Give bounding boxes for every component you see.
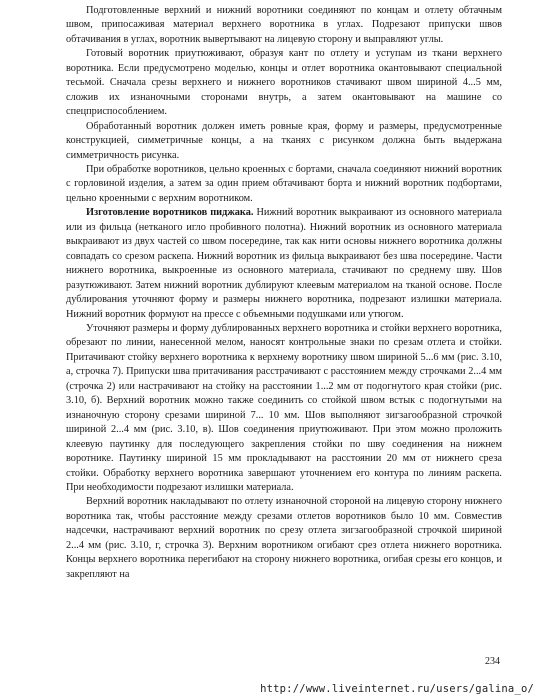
document-page bbox=[66, 4, 502, 582]
paragraph-1 bbox=[66, 4, 502, 47]
paragraph-1-text: Подготовленные верхний и нижний воротники соединяют по концам и отлету обтачным швом, припосаживая материал верхнего воротника в углах. Подрезают припуски швов обтачивания в углах, воротник вывертывают на лицевую сторону и выправляют углы. bbox=[66, 5, 502, 45]
paragraph-4 bbox=[66, 163, 502, 206]
paragraph-5 bbox=[66, 206, 502, 322]
paragraph-6 bbox=[66, 322, 502, 495]
paragraph-4-text: При обработке воротников, цельно кроенных с бортами, сначала соединяют нижний воротник с горловиной изделия, а затем за один прием обтачивают борта и нижний воротник подбортами, цельно кроенными с верхним воротником. bbox=[66, 163, 502, 204]
section-heading: Изготовление воротников пиджака. bbox=[86, 207, 254, 219]
paragraph-2-text: Готовый воротник приутюживают, образуя кант по отлету и уступам из ткани верхнего воротника. Если предусмотрено моделью, концы и отлет воротника окантовывают специальной тесьмой. Сначала срезы верхнего и нижнего воротников стачивают швом шириной 4...5 мм, сложив их изнаночными сторонами внутрь, а затем окантовывают на машине со спецприспособлением. bbox=[66, 48, 502, 118]
page-number: 234 bbox=[485, 656, 500, 667]
paragraph-7 bbox=[66, 495, 502, 582]
paragraph-3 bbox=[66, 120, 502, 163]
paragraph-2 bbox=[66, 47, 502, 119]
paragraph-7-text: Верхний воротник накладывают по отлету изнаночной стороной на лицевую сторону нижнего воротника так, чтобы расстояние между срезами отлетов воротников было 10 мм. Совместив надсечки, настрачивают верхний воротник по срезу отлета зигзагообразной строчкой шириной 2...4 мм (рис. 3.10, г, строчка 3). Верхним воротником огибают срез отлета нижнего воротника. Концы верхнего воротника перегибают на сторону нижнего воротника, огибая срезы его концов, и закрепляют на bbox=[66, 496, 502, 580]
paragraph-3-text: Обработанный воротник должен иметь ровные края, форму и размеры, предусмотренные конструкцией, симметричные концы, а на тканях с рисунком должна быть выдержана симметричность рисунка. bbox=[66, 120, 502, 161]
source-watermark: http://www.liveinternet.ru/users/galina_o/ bbox=[260, 683, 534, 695]
paragraph-6-text: Уточняют размеры и форму дублированных верхнего воротника и стойки верхнего воротника, обрезают по линии, нанесенной мелом, наносят контрольные знаки по срезам отлета и стойки. Притачивают стойку верхнего воротника к верхнему воротнику швом шириной 5...6 мм (рис. 3.10, а, строчка 7). Припуски шва притачивания расстрачивают с расстоянием между строчками 2...4 мм (строчка 2) или настрачивают на стойку на расстоянии 1...2 мм от подогнутого края стойки (рис. 3.10, б). Верхний воротник можно также соединить со стойкой швом встык с подогнутыми на изнаночную сторону срезами шириной 7... 10 мм. Шов выполняют зигзагообразной строчкой шириной 2...4 мм (рис. 3.10, в). Шов соединения приутюживают. При этом можно проложить клеевую паутинку для последующего закрепления стойки по шву соединения на нижнем воротнике. Паутинку шириной 15 мм прокладывают на расстоянии 20 мм от нижнего среза стойки. Обработку верхнего воротника завершают уточнением его контура по линиям раскепа. При необходимости подрезают излишки материала. bbox=[66, 322, 502, 493]
paragraph-5-text: Нижний воротник выкраивают из основного материала или из фильца (нетканого игло пробивного полотна). Нижний воротник из основного материала выкраивают из двух частей со швом посередине, так как нити основы нижнего воротника должны совпадать со срезом раскепа. Нижний воротник из фильца выкраивают без шва посередине. Части нижнего воротника, выкроенные из основного материала, стачивают по среднему шву. Шов разутюживают. Затем нижний воротник дублируют клеевым материалом на тканой основе. После дублирования уточняют форму и размеры нижнего воротника, подрезают излишки материала. Нижний воротник формуют на прессе с объемными подушками или утюгом. bbox=[66, 207, 502, 320]
